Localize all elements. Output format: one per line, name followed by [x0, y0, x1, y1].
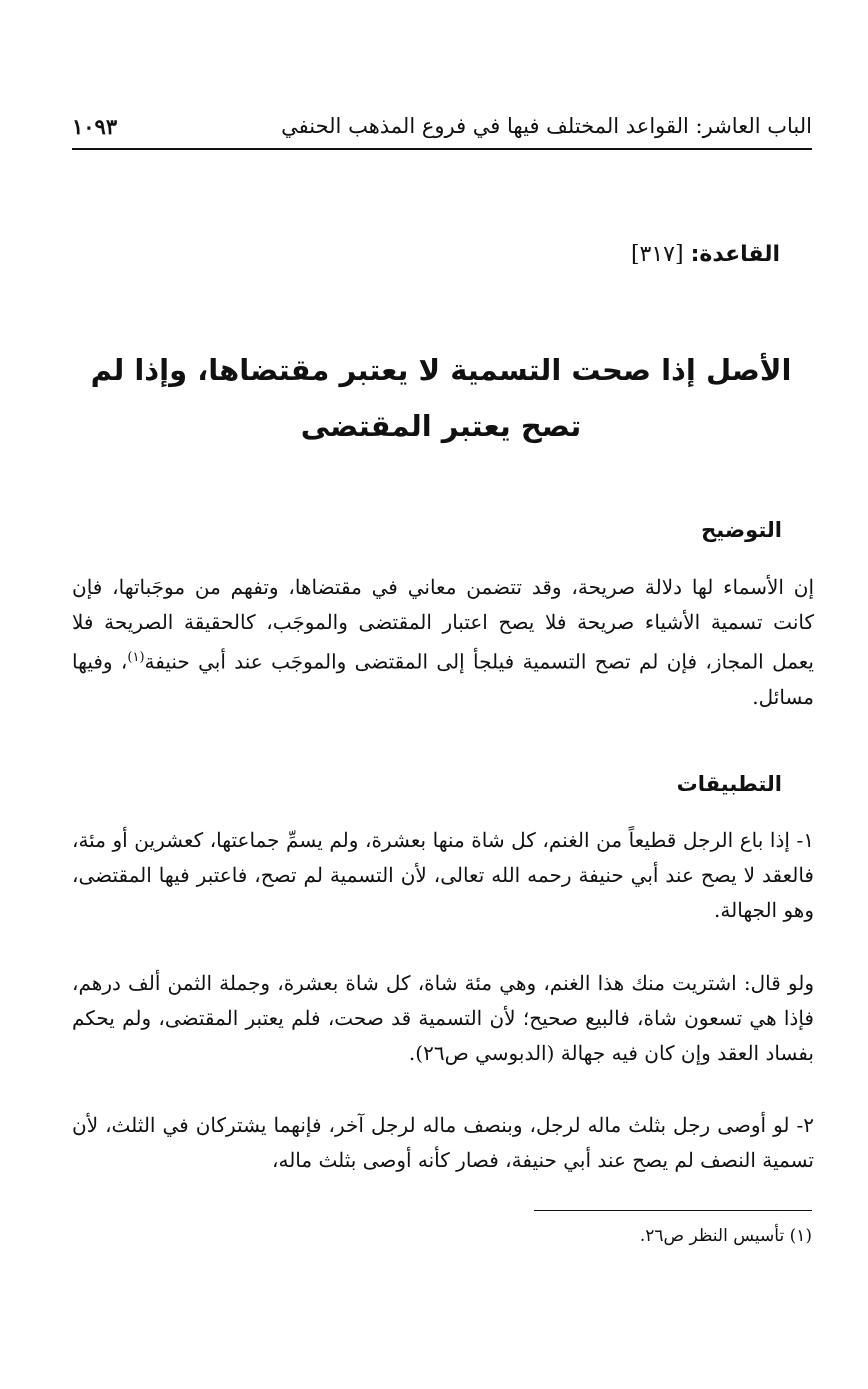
rule-label — [631, 242, 780, 267]
applications-heading: التطبيقات — [676, 772, 782, 796]
explanation-text: إن الأسماء لها دلالة صريحة، وقد تتضمن معاني في مقتضاها، وتفهم من موجَباتها، فإن كانت تسمية الأشياء صريحة فلا يصح اعتبار المقتضى والموجَب، كالحقيقة الصريحة فلا يعمل المجاز، فإن لم تصح التسمية فيلجأ إلى المقتضى والموجَب عند أبي حنيفة — [72, 575, 814, 674]
explanation-heading: التوضيح — [701, 518, 782, 542]
application-paragraph-2: ولو قال: اشتريت منك هذا الغنم، وهي مئة شاة، كل شاة بعشرة، وجملة الثمن ألف درهم، فإذا هي تسعون شاة، فالبيع صحيح؛ لأن التسمية قد صحت، فلم يعتبر المقتضى، ولم يحكم بفساد العقد وإن كان فيه جهالة (الدبوسي ص٢٦). — [72, 971, 814, 1065]
running-header — [72, 110, 812, 150]
explanation-paragraph — [72, 570, 814, 715]
chapter-title: الباب العاشر: القواعد المختلف فيها في فروع المذهب الحنفي — [281, 114, 812, 138]
page-number: ١٠٩٣ — [72, 114, 118, 139]
explanation-text-end: ، وفيها مسائل. — [72, 649, 814, 709]
application-paragraph-3: ٢- لو أوصى رجل بثلث ماله لرجل، وبنصف ماله لرجل آخر، فإنهما يشتركان في الثلث، لأن تسمية النصف لم يصح عند أبي حنيفة، فصار كأنه أوصى بثلث ماله، — [72, 1113, 814, 1172]
footnote-marker: (١) — [127, 650, 145, 665]
footnote-divider — [534, 1210, 812, 1211]
application-paragraph-1: ١- إذا باع الرجل قطيعاً من الغنم، كل شاة منها بعشرة، ولم يسمِّ جماعتها، كعشرين أو مئة، فالعقد لا يصح عند أبي حنيفة رحمه الله تعالى، لأن التسمية لم تصح، فاعتبر فيها المقتضى، وهو الجهالة. — [72, 828, 814, 922]
rule-number: [٣١٧] — [630, 242, 684, 267]
footnote: (١) تأسيس النظر ص٢٦. — [639, 1226, 812, 1246]
rule-label-text: القاعدة: — [690, 242, 780, 267]
rule-title: الأصل إذا صحت التسمية لا يعتبر مقتضاها، وإذا لم تصح يعتبر المقتضى — [90, 353, 792, 443]
